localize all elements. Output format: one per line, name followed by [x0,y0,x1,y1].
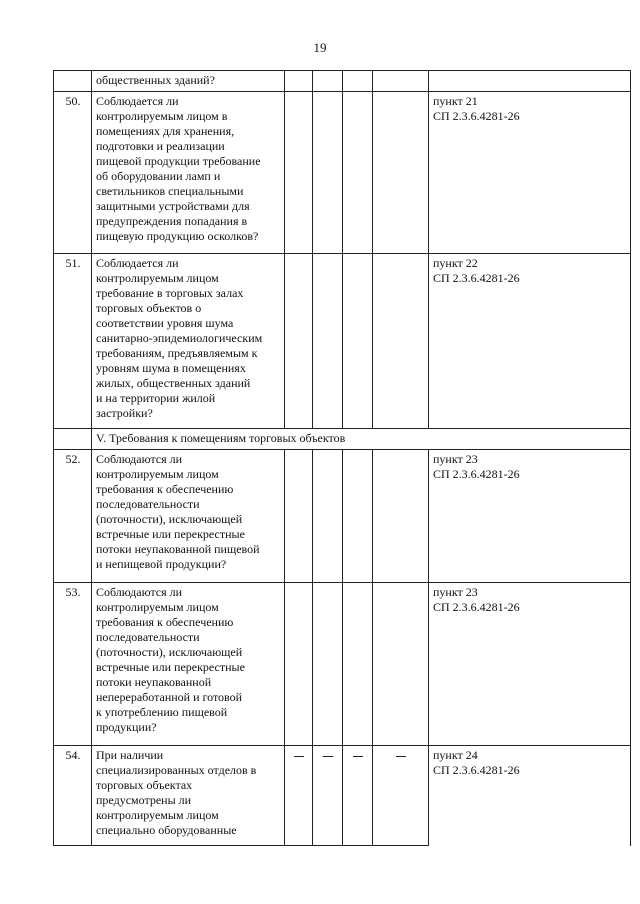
answer-na-cell [343,92,373,254]
checklist-row [54,254,631,429]
question-cell: Соблюдается ли контролируемым лицом требование в торговых залах торговых объектов о соответствии уровня шума санитарно-эпидемиологическим требованиям, предъявляемым к уровням шума в помещениях жилых, общественных зданий и на территории жилой застройки? [92,254,285,429]
question-cell: Соблюдается ли контролируемым лицом в помещениях для хранения, подготовки и реализации пищевой продукции требование об оборудовании ламп и светильников специальными защитными устройствами для предупреждения попадания в пищевую продукцию осколков? [92,92,285,254]
checklist-row [54,583,631,746]
row-number-cell [54,71,92,92]
answer-yes-cell [285,254,313,429]
answer-yes-cell [285,71,313,92]
not-applicable-dash [294,756,304,757]
not-applicable-dash [353,756,363,757]
reference-cell: пункт 24 СП 2.3.6.4281-26 [429,746,631,846]
answer-no-cell [313,92,343,254]
answer-yes-cell [285,583,313,746]
carry-over-row [54,71,631,92]
note-cell [373,92,429,254]
reference-cell: пункт 23 СП 2.3.6.4281-26 [429,583,631,746]
section-heading-row [54,429,631,450]
reference-cell: пункт 23 СП 2.3.6.4281-26 [429,450,631,583]
answer-na-cell [343,746,373,846]
not-applicable-dash [396,756,406,757]
answer-na-cell [343,254,373,429]
question-cell: общественных зданий? [92,71,285,92]
question-cell: Соблюдаются ли контролируемым лицом требования к обеспечению последовательности (поточности), исключающей встречные или перекрестные потоки неупакованной пищевой и непищевой продукции? [92,450,285,583]
row-number-cell: 51. [54,254,92,429]
not-applicable-dash [323,756,333,757]
note-cell [373,450,429,583]
answer-yes-cell [285,746,313,846]
note-cell [373,746,429,846]
row-number-cell: 53. [54,583,92,746]
question-cell: При наличии специализированных отделов в торговых объектах предусмотрены ли контролируемым лицом специально оборудованные [92,746,285,846]
answer-na-cell [343,71,373,92]
note-cell [373,583,429,746]
row-number-cell: 54. [54,746,92,846]
answer-no-cell [313,71,343,92]
answer-no-cell [313,746,343,846]
checklist-row [54,450,631,583]
reference-cell: пункт 22 СП 2.3.6.4281-26 [429,254,631,429]
answer-no-cell [313,254,343,429]
page-number: 19 [313,40,327,55]
question-cell: Соблюдаются ли контролируемым лицом требования к обеспечению последовательности (поточности), исключающей встречные или перекрестные потоки неупакованной непереработанной и готовой к употреблению пищевой продукции? [92,583,285,746]
answer-na-cell [343,583,373,746]
note-cell [373,71,429,92]
checklist-table [53,70,631,846]
checklist-row [54,92,631,254]
reference-cell [429,71,631,92]
section-heading: V. Требования к помещениям торговых объектов [92,429,631,450]
reference-cell: пункт 21 СП 2.3.6.4281-26 [429,92,631,254]
answer-na-cell [343,450,373,583]
row-number-cell [54,429,92,450]
row-number-cell: 52. [54,450,92,583]
answer-yes-cell [285,92,313,254]
checklist-body [54,71,631,846]
answer-no-cell [313,583,343,746]
answer-yes-cell [285,450,313,583]
row-number-cell: 50. [54,92,92,254]
answer-no-cell [313,450,343,583]
note-cell [373,254,429,429]
checklist-row [54,746,631,846]
